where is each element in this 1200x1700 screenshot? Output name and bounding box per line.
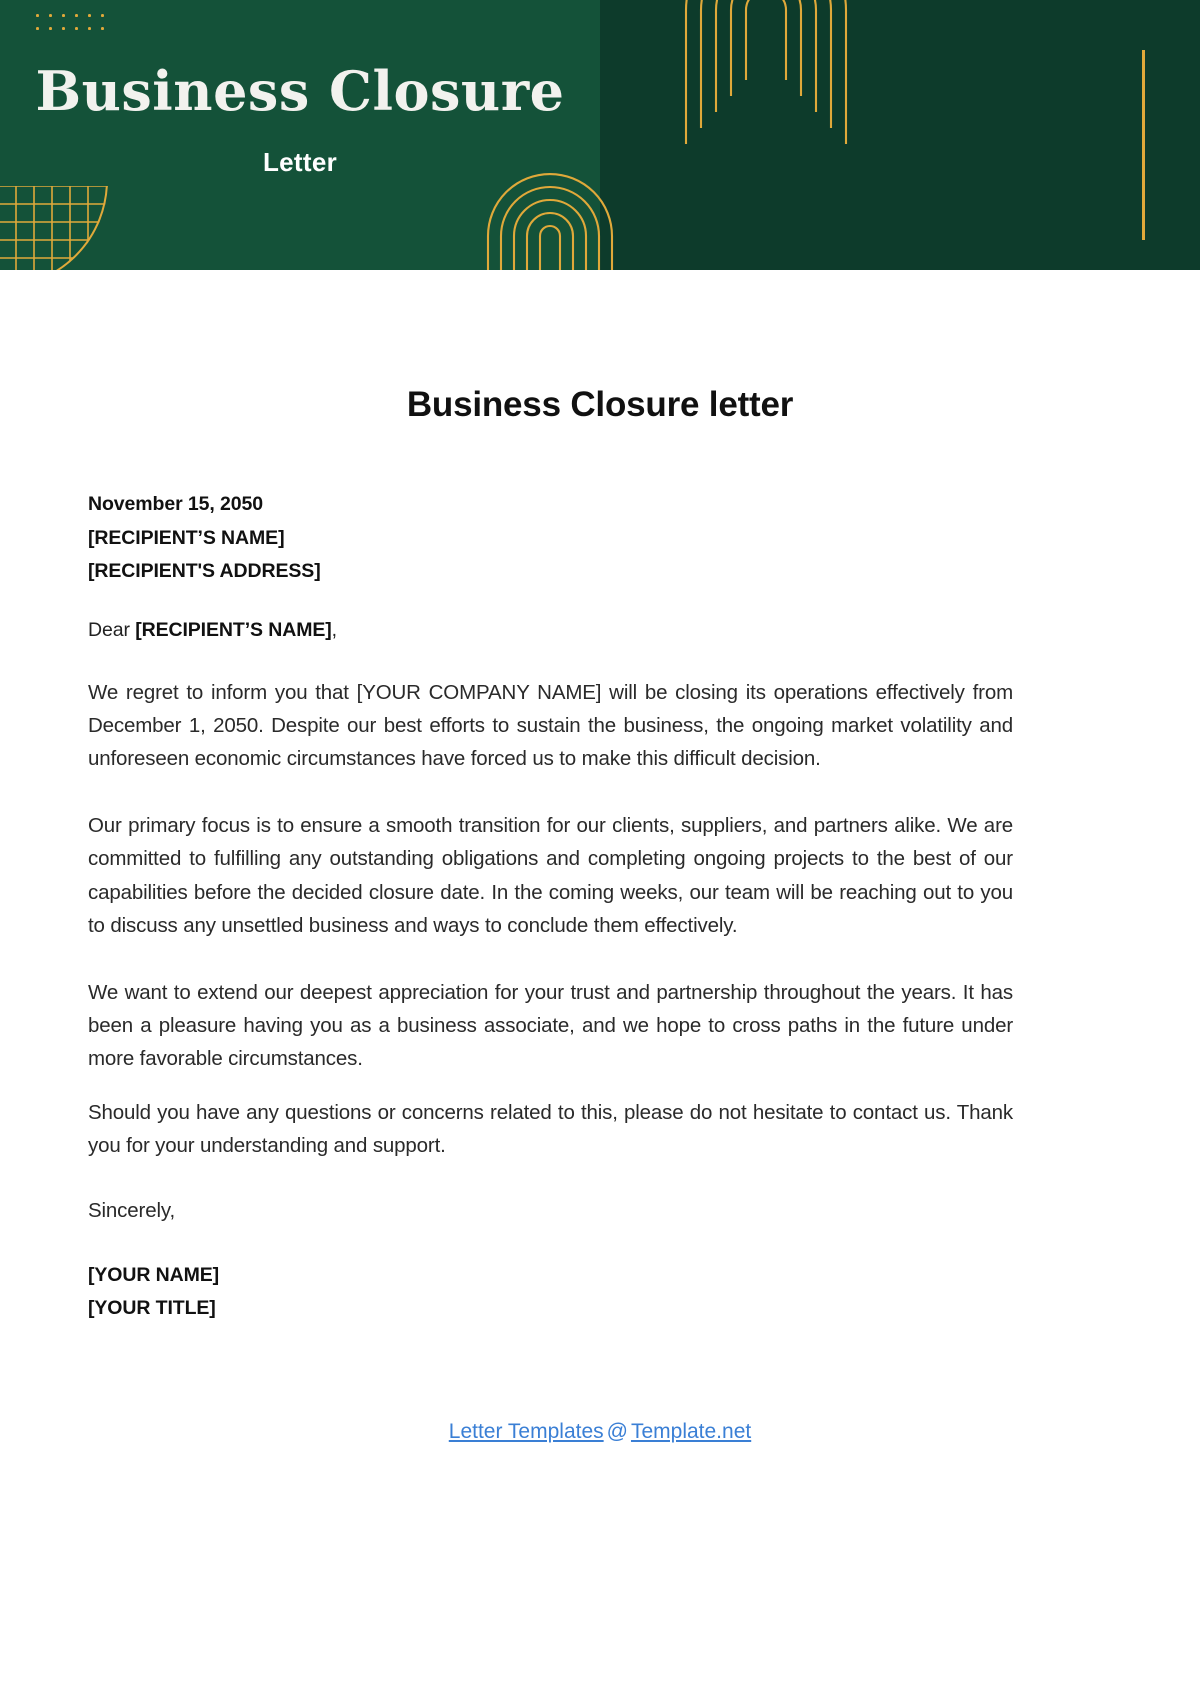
signature-block — [88, 1259, 1013, 1326]
letter-body — [88, 488, 1013, 1326]
footer-attribution — [0, 1420, 1200, 1444]
mesh-grid-decoration — [0, 186, 108, 270]
letter-templates-link[interactable]: Letter Templates — [448, 1420, 604, 1443]
gold-vertical-rule — [1142, 50, 1145, 240]
salutation-suffix: , — [331, 618, 337, 641]
signer-title: [YOUR TITLE] — [88, 1297, 216, 1320]
template-net-link[interactable]: Template.net — [630, 1420, 752, 1443]
salutation-prefix: Dear — [88, 618, 136, 641]
banner-subtitle: Letter — [262, 147, 338, 177]
dot-grid-decoration — [36, 14, 106, 40]
arch-decoration-top — [676, 0, 856, 144]
salutation-line — [88, 619, 1013, 642]
salutation-recipient-name: [RECIPIENT’S NAME] — [135, 618, 332, 641]
body-paragraph-3: We want to extend our deepest appreciation for your trust and partnership throughout the years. It has been a pleasure having you as a business associate, and we hope to cross paths in the future under more favorable circumstances. — [88, 981, 1013, 1071]
sign-off: Sincerely, — [88, 1198, 175, 1222]
signer-name: [YOUR NAME] — [88, 1263, 220, 1286]
recipient-name: [RECIPIENT’S NAME] — [88, 526, 285, 549]
footer-separator: @ — [606, 1420, 628, 1443]
body-paragraph-1: We regret to inform you that [YOUR COMPANY NAME] will be closing its operations effectively from December 1, 2050. Despite our best efforts to sustain the business, the ongoing market volatility and unforeseen economic circumstances have forced us to make this difficult decision. — [88, 680, 1013, 770]
body-paragraph-2: Our primary focus is to ensure a smooth transition for our clients, suppliers, and partners alike. We are committed to fulfilling any outstanding obligations and completing ongoing projects to the best of our capabilities before the decided closure date. In the coming weeks, our team will be reaching out to you to discuss any unsettled business and ways to conclude them effectively. — [88, 814, 1013, 937]
letter-date: November 15, 2050 — [88, 493, 263, 515]
recipient-address: [RECIPIENT'S ADDRESS] — [88, 560, 321, 583]
banner-title: Business Closure — [35, 59, 565, 123]
page-title: Business Closure letter — [406, 385, 794, 424]
address-block — [88, 488, 1013, 589]
body-paragraph-4: Should you have any questions or concerns related to this, please do not hesitate to contact us. Thank you for your understanding and support. — [88, 1101, 1013, 1158]
header-banner — [0, 0, 1200, 270]
arch-decoration-middle — [480, 166, 620, 270]
